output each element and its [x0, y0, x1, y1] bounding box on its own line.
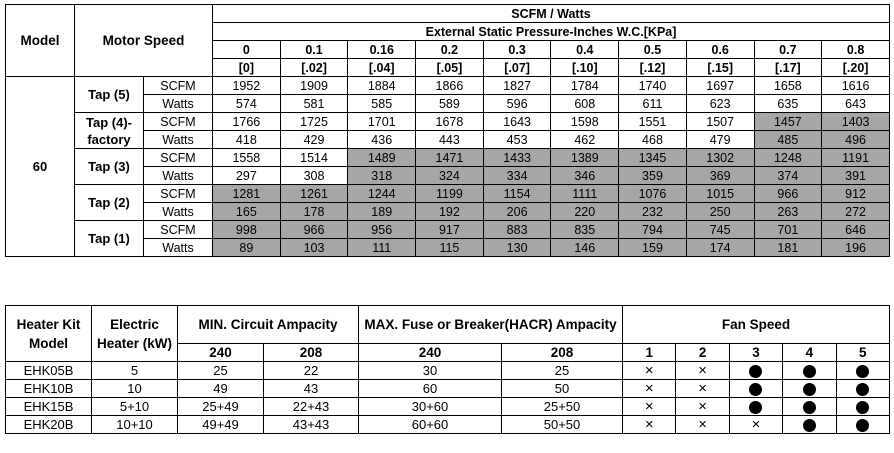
- heater-kw-cell: 10+10: [92, 416, 178, 434]
- value-cell: 1558: [213, 149, 281, 167]
- heater-fuse208-cell: 25: [502, 362, 623, 380]
- table-row: [6, 416, 890, 434]
- value-cell: 1766: [213, 113, 281, 131]
- filled-circle-icon: [803, 401, 816, 414]
- cross-icon: ×: [644, 379, 654, 397]
- value-cell: 192: [416, 203, 484, 221]
- fan-speed-header: Fan Speed: [623, 306, 890, 344]
- value-cell: 1199: [416, 185, 484, 203]
- value-cell: 479: [686, 131, 754, 149]
- table-row: [6, 77, 890, 95]
- fan-speed-cell: [783, 380, 836, 398]
- value-cell: 89: [213, 239, 281, 257]
- cross-icon: ×: [698, 397, 707, 415]
- heater-mca240-cell: 25+49: [178, 398, 264, 416]
- value-cell: 359: [619, 167, 687, 185]
- cross-icon: ×: [698, 415, 707, 433]
- value-cell: 912: [822, 185, 890, 203]
- value-cell: 374: [754, 167, 822, 185]
- heater-fuse240-cell: 30+60: [359, 398, 502, 416]
- value-cell: 1389: [551, 149, 619, 167]
- fan-speed-cell: [836, 416, 889, 434]
- value-cell: 206: [483, 203, 551, 221]
- value-cell: 297: [213, 167, 281, 185]
- value-cell: 178: [280, 203, 348, 221]
- table-row: [6, 362, 890, 380]
- pressure-kpa: [0]: [213, 59, 281, 77]
- mca-208-header: 208: [264, 344, 359, 362]
- value-cell: 1111: [551, 185, 619, 203]
- pressure-kpa: [.20]: [822, 59, 890, 77]
- pressure-in-wc: 0.2: [416, 41, 484, 59]
- tap-label: Tap (2): [75, 185, 144, 221]
- value-cell: 917: [416, 221, 484, 239]
- value-cell: 589: [416, 95, 484, 113]
- pressure-in-wc: 0.6: [686, 41, 754, 59]
- value-cell: 485: [754, 131, 822, 149]
- fan-speed-cell: [729, 398, 782, 416]
- value-cell: 1015: [686, 185, 754, 203]
- value-cell: 998: [213, 221, 281, 239]
- value-cell: 574: [213, 95, 281, 113]
- metric-label: Watts: [144, 239, 213, 257]
- table-row: [6, 398, 890, 416]
- value-cell: 418: [213, 131, 281, 149]
- table-row: [6, 185, 890, 203]
- filled-circle-icon: [803, 419, 816, 432]
- value-cell: 1643: [483, 113, 551, 131]
- value-cell: 794: [619, 221, 687, 239]
- metric-label: SCFM: [144, 185, 213, 203]
- max-fuse-header: MAX. Fuse or Breaker(HACR) Ampacity: [359, 306, 623, 344]
- fan-speed-cell: [836, 398, 889, 416]
- value-cell: 1281: [213, 185, 281, 203]
- value-cell: 966: [754, 185, 822, 203]
- table-row: [6, 221, 890, 239]
- heater-fuse240-cell: 60+60: [359, 416, 502, 434]
- fan-speed-number: 5: [836, 344, 889, 362]
- filled-circle-icon: [856, 365, 869, 378]
- motor-speed-header: Motor Speed: [75, 5, 213, 77]
- value-cell: 745: [686, 221, 754, 239]
- value-cell: 263: [754, 203, 822, 221]
- value-cell: 1489: [348, 149, 416, 167]
- heater-fuse208-cell: 50: [502, 380, 623, 398]
- mca-header: MIN. Circuit Ampacity: [178, 306, 359, 344]
- heater-mca240-cell: 25: [178, 362, 264, 380]
- value-cell: 272: [822, 203, 890, 221]
- value-cell: 391: [822, 167, 890, 185]
- pressure-in-wc: 0.8: [822, 41, 890, 59]
- value-cell: 956: [348, 221, 416, 239]
- value-cell: 1403: [822, 113, 890, 131]
- metric-label: Watts: [144, 203, 213, 221]
- pressure-kpa: [.17]: [754, 59, 822, 77]
- fan-speed-number: 1: [623, 344, 676, 362]
- value-cell: 496: [822, 131, 890, 149]
- tap-label: Tap (5): [75, 77, 144, 113]
- value-cell: 111: [348, 239, 416, 257]
- value-cell: 146: [551, 239, 619, 257]
- fan-speed-cell: [623, 362, 676, 380]
- value-cell: 1909: [280, 77, 348, 95]
- value-cell: 1076: [619, 185, 687, 203]
- fan-speed-cell: [623, 416, 676, 434]
- value-cell: 429: [280, 131, 348, 149]
- heater-mca208-cell: 22+43: [264, 398, 359, 416]
- fan-speed-cell: [729, 380, 782, 398]
- value-cell: 1457: [754, 113, 822, 131]
- value-cell: 115: [416, 239, 484, 257]
- filled-circle-icon: [749, 365, 762, 378]
- cross-icon: ×: [751, 415, 761, 433]
- value-cell: 453: [483, 131, 551, 149]
- pressure-kpa: [.04]: [348, 59, 416, 77]
- heater-fuse208-cell: 25+50: [502, 398, 623, 416]
- fan-speed-cell: [676, 398, 729, 416]
- value-cell: 1701: [348, 113, 416, 131]
- value-cell: 1658: [754, 77, 822, 95]
- cross-icon: ×: [698, 379, 707, 397]
- pressure-in-wc: 0: [213, 41, 281, 59]
- filled-circle-icon: [856, 383, 869, 396]
- heater-fuse208-cell: 50+50: [502, 416, 623, 434]
- value-cell: 623: [686, 95, 754, 113]
- value-cell: 701: [754, 221, 822, 239]
- value-cell: 250: [686, 203, 754, 221]
- table-row: [6, 113, 890, 131]
- value-cell: 1616: [822, 77, 890, 95]
- value-cell: 1884: [348, 77, 416, 95]
- pressure-in-wc: 0.4: [551, 41, 619, 59]
- value-cell: 443: [416, 131, 484, 149]
- fan-speed-number: 2: [676, 344, 729, 362]
- fan-speed-cell: [729, 362, 782, 380]
- value-cell: 1952: [213, 77, 281, 95]
- table-row: [6, 149, 890, 167]
- metric-label: SCFM: [144, 149, 213, 167]
- value-cell: 1433: [483, 149, 551, 167]
- pressure-in-wc: 0.7: [754, 41, 822, 59]
- pressure-kpa: [.02]: [280, 59, 348, 77]
- value-cell: 643: [822, 95, 890, 113]
- filled-circle-icon: [856, 419, 869, 432]
- model-cell: 60: [6, 77, 75, 257]
- value-cell: 596: [483, 95, 551, 113]
- value-cell: 1551: [619, 113, 687, 131]
- value-cell: 1154: [483, 185, 551, 203]
- tap-label: Tap (4)-factory: [75, 113, 144, 149]
- filled-circle-icon: [803, 383, 816, 396]
- table-row: [6, 380, 890, 398]
- value-cell: 103: [280, 239, 348, 257]
- value-cell: 646: [822, 221, 890, 239]
- heater-mca208-cell: 43: [264, 380, 359, 398]
- heater-kw-cell: 5: [92, 362, 178, 380]
- fan-speed-number: 4: [783, 344, 836, 362]
- pressure-in-wc: 0.16: [348, 41, 416, 59]
- filled-circle-icon: [749, 401, 762, 414]
- value-cell: 462: [551, 131, 619, 149]
- pressure-kpa: [.05]: [416, 59, 484, 77]
- value-cell: 1191: [822, 149, 890, 167]
- value-cell: 220: [551, 203, 619, 221]
- tap-label: Tap (1): [75, 221, 144, 257]
- value-cell: 1471: [416, 149, 484, 167]
- filled-circle-icon: [856, 401, 869, 414]
- value-cell: 1244: [348, 185, 416, 203]
- fan-speed-cell: [676, 416, 729, 434]
- value-cell: 196: [822, 239, 890, 257]
- heater-fuse240-cell: 30: [359, 362, 502, 380]
- metric-label: SCFM: [144, 113, 213, 131]
- value-cell: 334: [483, 167, 551, 185]
- value-cell: 1507: [686, 113, 754, 131]
- model-header: Model: [6, 5, 75, 77]
- value-cell: 324: [416, 167, 484, 185]
- pressure-in-wc: 0.3: [483, 41, 551, 59]
- value-cell: 835: [551, 221, 619, 239]
- fan-speed-cell: [676, 362, 729, 380]
- value-cell: 1302: [686, 149, 754, 167]
- cross-icon: ×: [644, 361, 654, 379]
- scfm-watts-header: SCFM / Watts: [213, 5, 890, 23]
- value-cell: 369: [686, 167, 754, 185]
- value-cell: 1598: [551, 113, 619, 131]
- value-cell: 174: [686, 239, 754, 257]
- fan-speed-cell: [783, 362, 836, 380]
- heater-mca240-cell: 49: [178, 380, 264, 398]
- value-cell: 318: [348, 167, 416, 185]
- fan-speed-cell: [836, 362, 889, 380]
- heater-kw-cell: 5+10: [92, 398, 178, 416]
- heater-model-cell: EHK05B: [6, 362, 92, 380]
- fan-speed-cell: [783, 398, 836, 416]
- fan-speed-cell: [729, 416, 782, 434]
- airflow-table: [5, 4, 890, 257]
- value-cell: 1725: [280, 113, 348, 131]
- metric-label: Watts: [144, 95, 213, 113]
- value-cell: 232: [619, 203, 687, 221]
- heater-mca208-cell: 22: [264, 362, 359, 380]
- cross-icon: ×: [644, 415, 654, 433]
- value-cell: 1248: [754, 149, 822, 167]
- value-cell: 1740: [619, 77, 687, 95]
- value-cell: 611: [619, 95, 687, 113]
- metric-label: Watts: [144, 167, 213, 185]
- filled-circle-icon: [803, 365, 816, 378]
- fan-speed-cell: [676, 380, 729, 398]
- pressure-in-wc: 0.5: [619, 41, 687, 59]
- value-cell: 581: [280, 95, 348, 113]
- pressure-in-wc: 0.1: [280, 41, 348, 59]
- fuse-240-header: 240: [359, 344, 502, 362]
- metric-label: SCFM: [144, 77, 213, 95]
- heater-kw-cell: 10: [92, 380, 178, 398]
- heater-kit-header: Heater Kit Model: [6, 306, 92, 362]
- value-cell: 1345: [619, 149, 687, 167]
- metric-label: SCFM: [144, 221, 213, 239]
- value-cell: 165: [213, 203, 281, 221]
- value-cell: 346: [551, 167, 619, 185]
- pressure-kpa: [.15]: [686, 59, 754, 77]
- esp-header: External Static Pressure-Inches W.C.[KPa]: [213, 23, 890, 41]
- value-cell: 1784: [551, 77, 619, 95]
- fan-speed-cell: [623, 380, 676, 398]
- value-cell: 635: [754, 95, 822, 113]
- cross-icon: ×: [644, 397, 654, 415]
- value-cell: 159: [619, 239, 687, 257]
- filled-circle-icon: [749, 383, 762, 396]
- heater-model-cell: EHK20B: [6, 416, 92, 434]
- value-cell: 1678: [416, 113, 484, 131]
- value-cell: 1827: [483, 77, 551, 95]
- value-cell: 189: [348, 203, 416, 221]
- value-cell: 608: [551, 95, 619, 113]
- value-cell: 1261: [280, 185, 348, 203]
- tap-label: Tap (3): [75, 149, 144, 185]
- fan-speed-number: 3: [729, 344, 782, 362]
- fan-speed-cell: [836, 380, 889, 398]
- heater-fuse240-cell: 60: [359, 380, 502, 398]
- value-cell: 181: [754, 239, 822, 257]
- value-cell: 585: [348, 95, 416, 113]
- pressure-kpa: [.07]: [483, 59, 551, 77]
- value-cell: 883: [483, 221, 551, 239]
- heater-model-cell: EHK10B: [6, 380, 92, 398]
- heater-model-cell: EHK15B: [6, 398, 92, 416]
- fuse-208-header: 208: [502, 344, 623, 362]
- heater-kit-table: [5, 305, 890, 434]
- value-cell: 1866: [416, 77, 484, 95]
- mca-240-header: 240: [178, 344, 264, 362]
- electric-heater-header: Electric Heater (kW): [92, 306, 178, 362]
- pressure-kpa: [.12]: [619, 59, 687, 77]
- value-cell: 1514: [280, 149, 348, 167]
- heater-mca240-cell: 49+49: [178, 416, 264, 434]
- value-cell: 436: [348, 131, 416, 149]
- fan-speed-cell: [623, 398, 676, 416]
- heater-mca208-cell: 43+43: [264, 416, 359, 434]
- fan-speed-cell: [783, 416, 836, 434]
- metric-label: Watts: [144, 131, 213, 149]
- value-cell: 308: [280, 167, 348, 185]
- value-cell: 468: [619, 131, 687, 149]
- value-cell: 130: [483, 239, 551, 257]
- value-cell: 1697: [686, 77, 754, 95]
- pressure-kpa: [.10]: [551, 59, 619, 77]
- cross-icon: ×: [698, 361, 707, 379]
- value-cell: 966: [280, 221, 348, 239]
